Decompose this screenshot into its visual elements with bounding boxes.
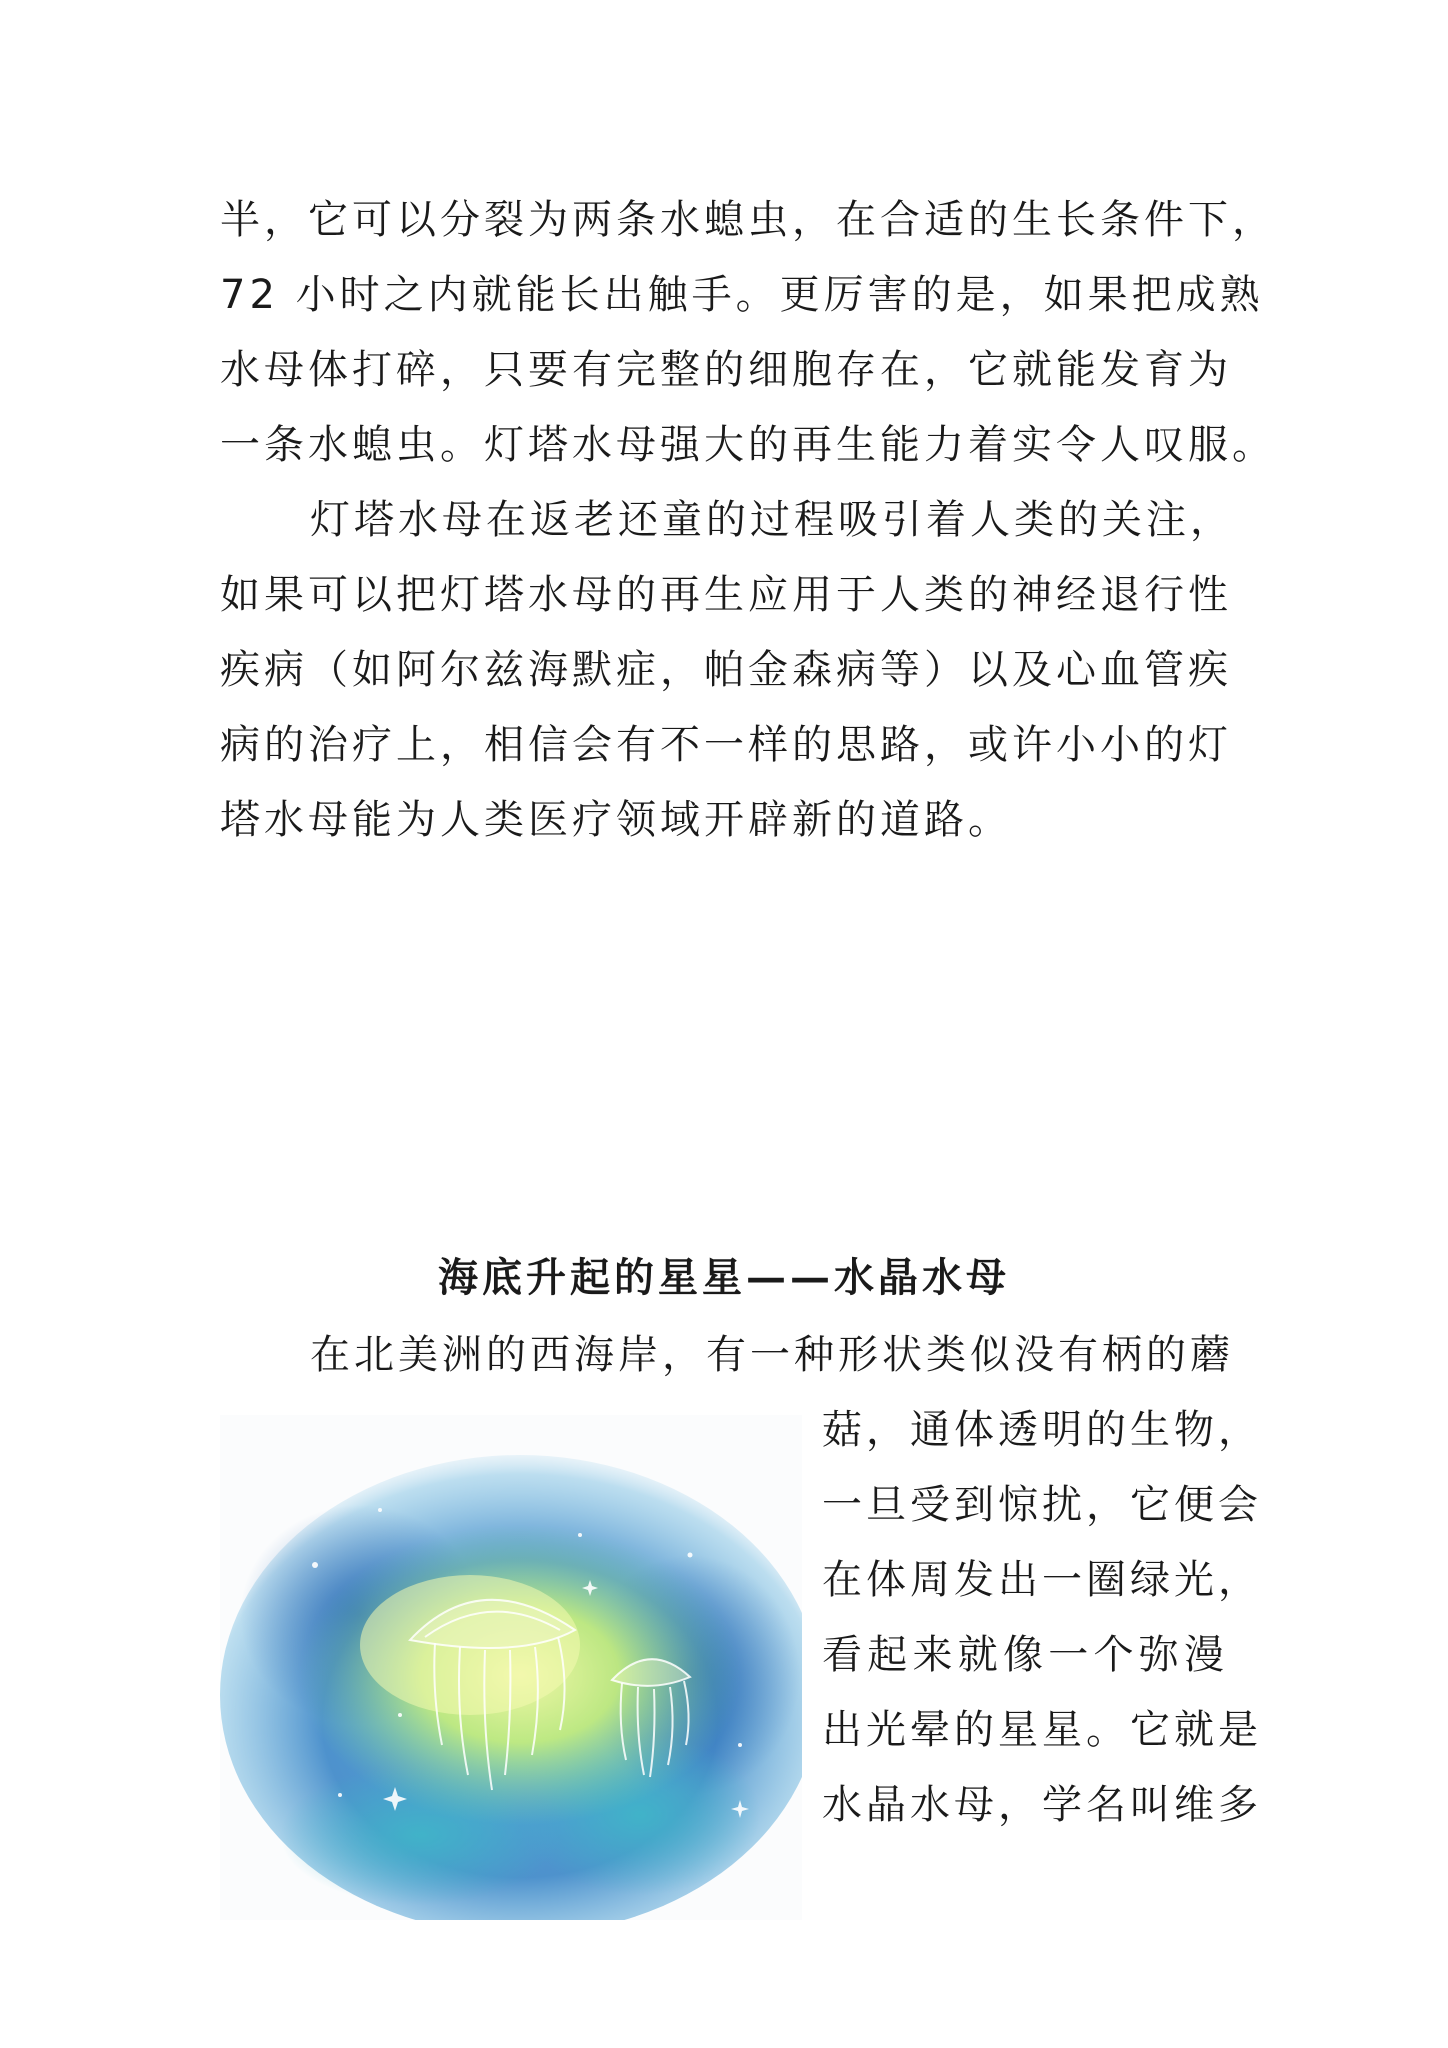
section-side-line-4: 看起来就像一个弥漫 — [822, 1632, 1228, 1678]
section-side-line-5: 出光晕的星星。它就是 — [822, 1707, 1262, 1753]
paragraph2-line-3: 疾病（如阿尔兹海默症，帕金森病等）以及心血管疾 — [220, 647, 1232, 693]
paragraph1-line-2: 72 小时之内就能长出触手。更厉害的是，如果把成熟 — [220, 272, 1264, 318]
section-side-line-6: 水晶水母，学名叫维多 — [822, 1782, 1262, 1828]
section-heading: 海底升起的星星——水晶水母 — [438, 1254, 1010, 1301]
section-side-line-1: 菇，通体透明的生物， — [822, 1407, 1262, 1453]
section-line-1: 在北美洲的西海岸，有一种形状类似没有柄的蘑 — [310, 1332, 1234, 1378]
paragraph1-line-4: 一条水螅虫。灯塔水母强大的再生能力着实令人叹服。 — [220, 422, 1276, 468]
paragraph1-line-3: 水母体打碎，只要有完整的细胞存在，它就能发育为 — [220, 347, 1232, 393]
paragraph2-line-2: 如果可以把灯塔水母的再生应用于人类的神经退行性 — [220, 572, 1232, 618]
paragraph2-line-5: 塔水母能为人类医疗领域开辟新的道路。 — [220, 797, 1012, 843]
paragraph2-line-4: 病的治疗上，相信会有不一样的思路，或许小小的灯 — [220, 722, 1232, 768]
paragraph1-line-1: 半，它可以分裂为两条水螅虫，在合适的生长条件下， — [220, 197, 1276, 243]
jellyfish-illustration — [220, 1415, 802, 1920]
section-side-line-2: 一旦受到惊扰，它便会 — [822, 1482, 1262, 1528]
paragraph2-line-1: 灯塔水母在返老还童的过程吸引着人类的关注， — [310, 497, 1234, 543]
section-side-line-3: 在体周发出一圈绿光， — [822, 1557, 1262, 1603]
